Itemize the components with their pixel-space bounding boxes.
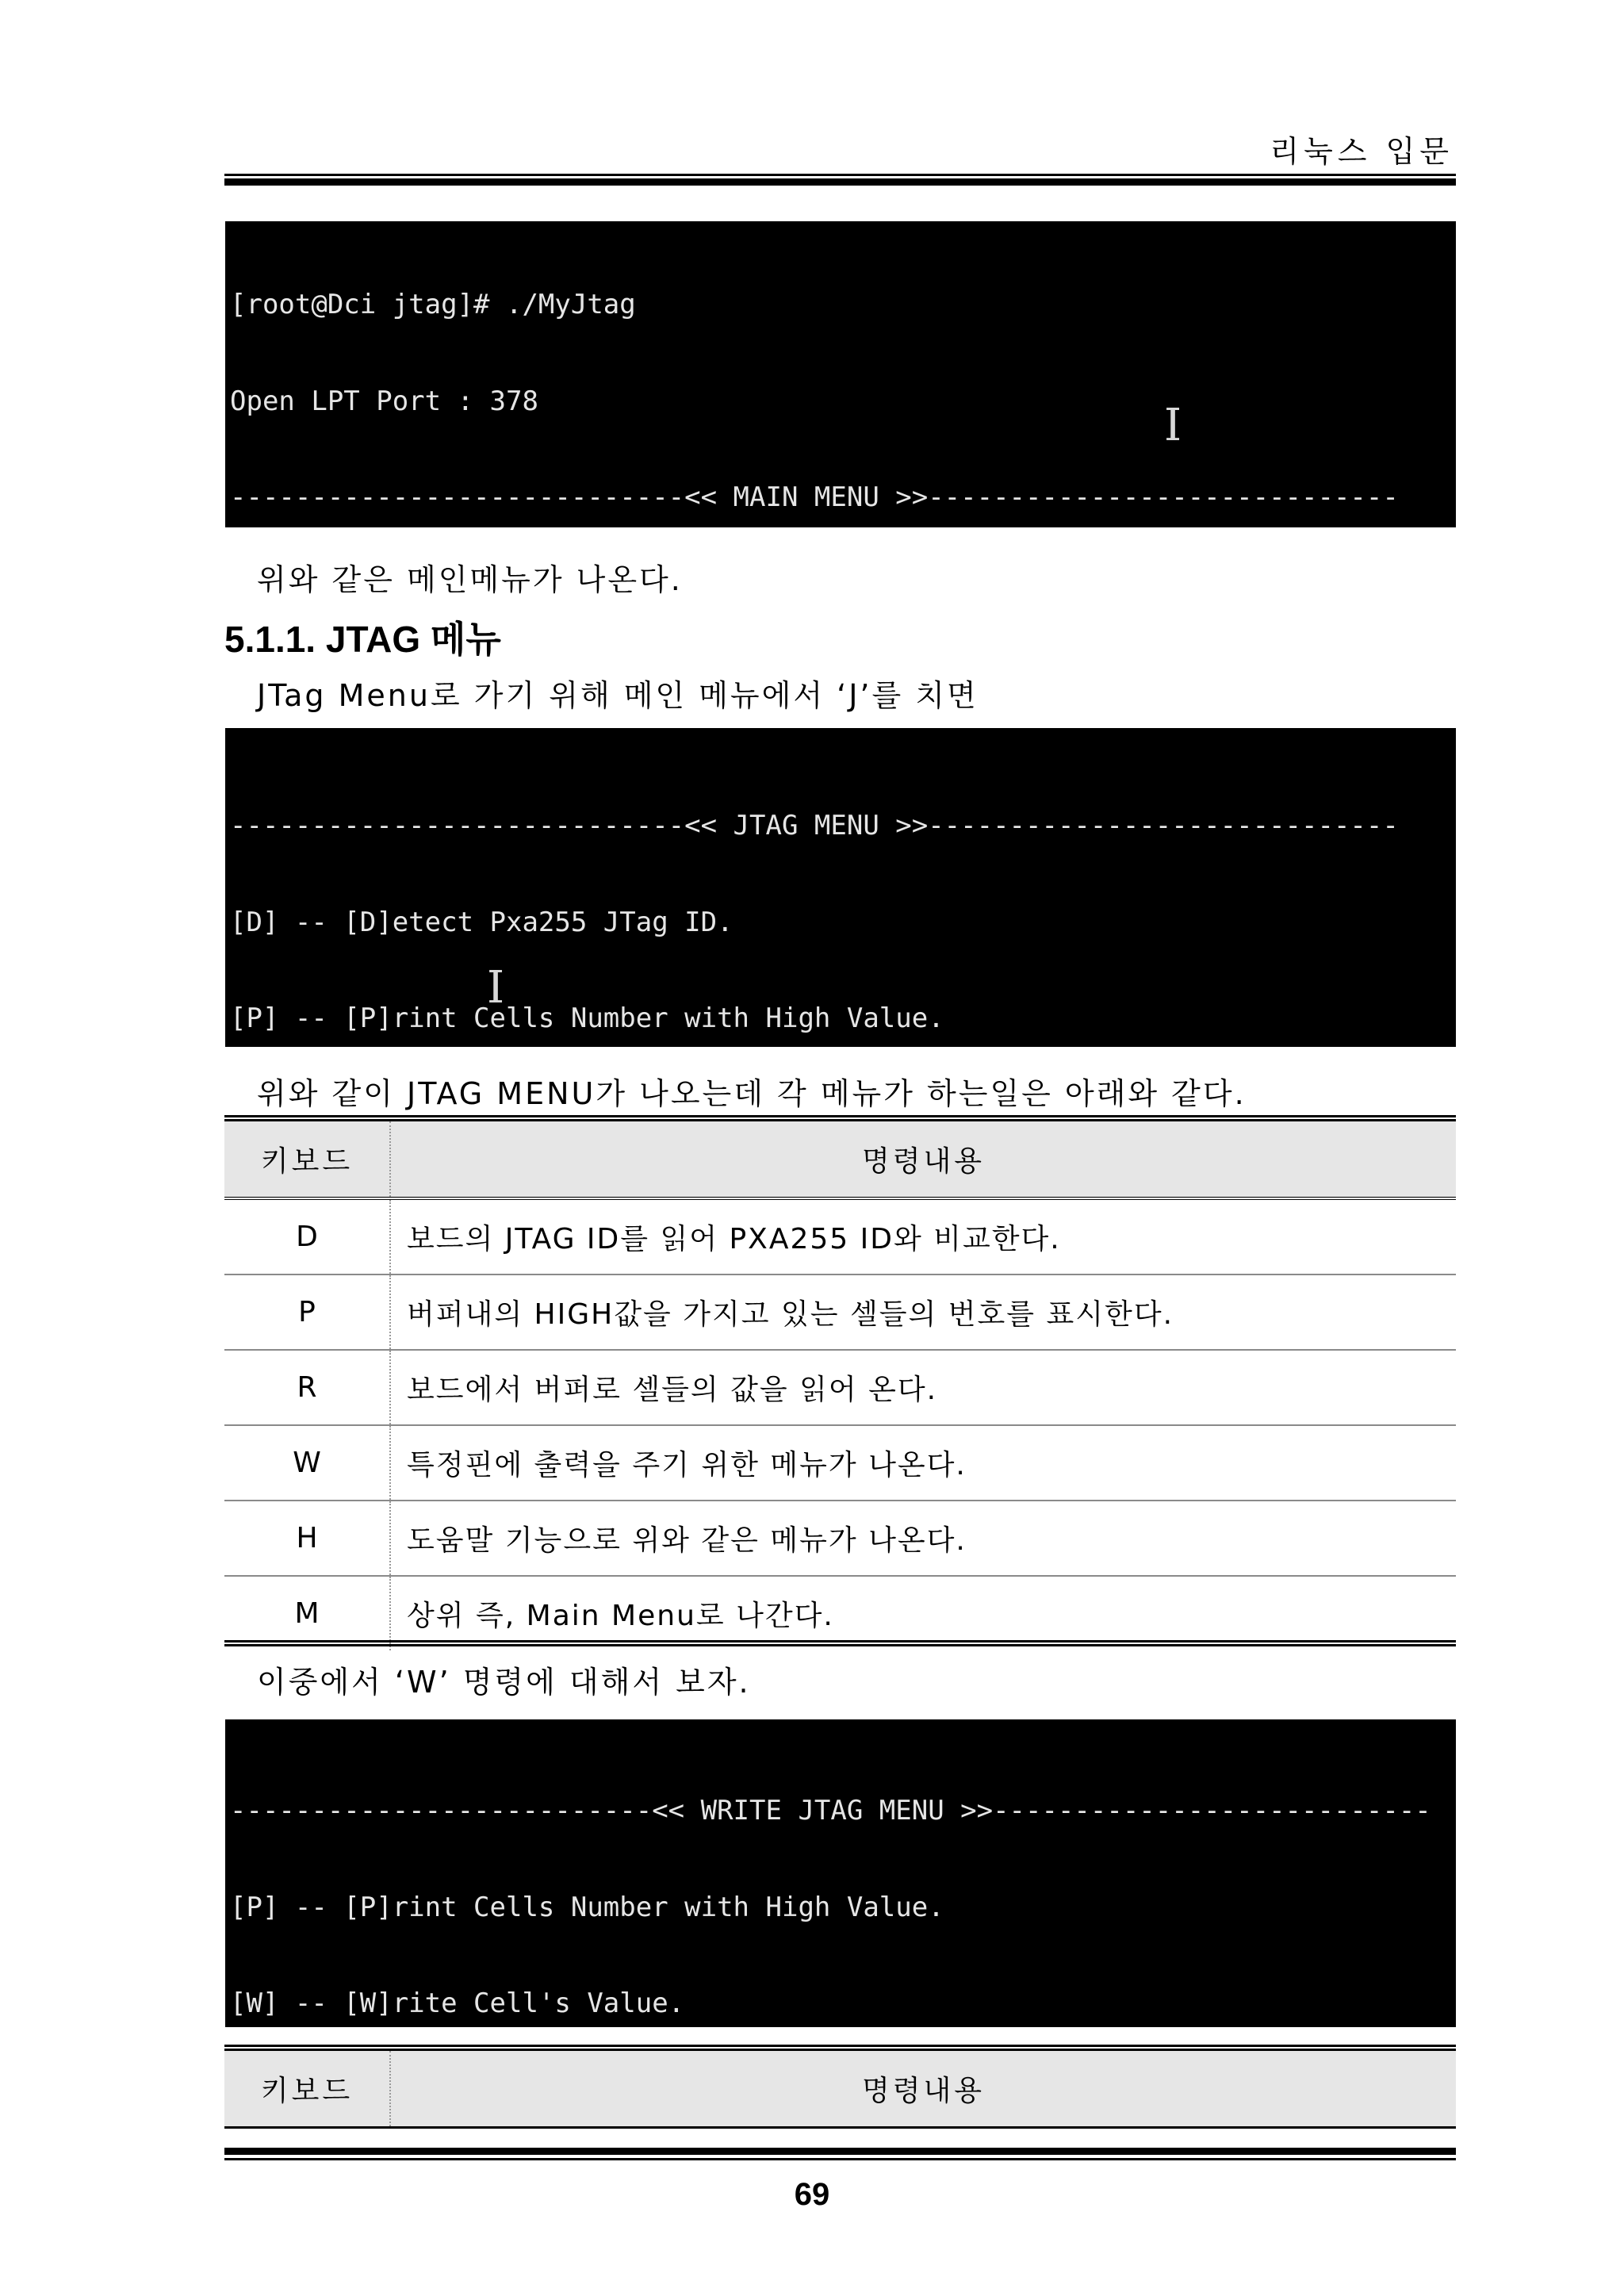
terminal-line: ----------------------------<< JTAG MENU >>----------------------------- bbox=[230, 810, 1399, 841]
terminal-jtag-menu bbox=[225, 728, 1456, 1047]
row-key: R bbox=[224, 1350, 390, 1425]
terminal-line: Open LPT Port : 378 bbox=[230, 385, 538, 417]
footer-rule-thin bbox=[224, 2158, 1456, 2160]
table-row bbox=[224, 1425, 1456, 1501]
table-row bbox=[224, 1350, 1456, 1425]
terminal-line: [P] -- [P]rint Cells Number with High Value. bbox=[230, 1891, 944, 1923]
table-row bbox=[224, 1501, 1456, 1576]
table-header-row bbox=[224, 2051, 1456, 2126]
terminal-line: [P] -- [P]rint Cells Number with High Value. bbox=[230, 1002, 944, 1034]
table-bottom-rule bbox=[224, 2126, 1456, 2129]
table-row bbox=[224, 1274, 1456, 1350]
row-desc: 보드의 JTAG ID를 읽어 PXA255 ID와 비교한다. bbox=[390, 1198, 1456, 1274]
paragraph: 위와 같은 메인메뉴가 나온다. bbox=[257, 562, 683, 597]
row-desc: 특정핀에 출력을 주기 위한 메뉴가 나온다. bbox=[390, 1425, 1456, 1501]
terminal-write-jtag-menu bbox=[225, 1719, 1456, 2027]
row-desc: 보드에서 버퍼로 셀들의 값을 읽어 온다. bbox=[390, 1350, 1456, 1425]
table-row bbox=[224, 1198, 1456, 1274]
header-desc: 명령내용 bbox=[390, 1121, 1456, 1198]
terminal-main-menu bbox=[225, 221, 1456, 527]
header-key: 키보드 bbox=[224, 1121, 390, 1198]
table-bottom-rule bbox=[224, 1640, 1456, 1642]
row-key: W bbox=[224, 1425, 390, 1501]
row-key: D bbox=[224, 1198, 390, 1274]
terminal-line: ----------------------------<< MAIN MENU >>----------------------------- bbox=[230, 481, 1399, 513]
row-key: P bbox=[224, 1274, 390, 1350]
table-top-rule bbox=[224, 1115, 1456, 1117]
section-heading: 5.1.1. JTAG 메뉴 bbox=[224, 619, 501, 660]
table-top-rule bbox=[224, 2045, 1456, 2047]
ibeam-cursor-icon: I bbox=[487, 962, 505, 1014]
command-table bbox=[224, 1121, 1456, 1650]
table-header-row bbox=[224, 1121, 1456, 1198]
paragraph: 이중에서 ‘W’ 명령에 대해서 보자. bbox=[257, 1665, 751, 1700]
terminal-line: [root@Dci jtag]# ./MyJtag bbox=[230, 289, 636, 320]
table-bottom-rule bbox=[224, 1644, 1456, 1646]
command-table-2 bbox=[224, 2051, 1456, 2126]
terminal-line: [W] -- [W]rite Cell's Value. bbox=[230, 1987, 685, 2019]
row-key: M bbox=[224, 1576, 390, 1650]
page-number: 69 bbox=[794, 2177, 830, 2212]
row-desc: 버퍼내의 HIGH값을 가지고 있는 셀들의 번호를 표시한다. bbox=[390, 1274, 1456, 1350]
footer-rule-thick bbox=[224, 2148, 1456, 2155]
header-rule-thick bbox=[224, 178, 1456, 186]
ibeam-cursor-icon: I bbox=[1164, 400, 1182, 451]
row-desc: 상위 즉, Main Menu로 나간다. bbox=[407, 1600, 834, 1632]
paragraph: 위와 같이 JTAG MENU가 나오는데 각 메뉴가 하는일은 아래와 같다. bbox=[257, 1076, 1247, 1111]
running-header-title: 리눅스 입문 bbox=[1270, 134, 1454, 169]
row-key: H bbox=[224, 1501, 390, 1576]
header-rule-thin bbox=[224, 174, 1456, 176]
header-desc: 명령내용 bbox=[390, 2051, 1456, 2126]
table-row bbox=[224, 1576, 1456, 1650]
header-key: 키보드 bbox=[224, 2051, 390, 2126]
terminal-line: --------------------------<< WRITE JTAG MENU >>--------------------------- bbox=[230, 1795, 1431, 1826]
row-desc: 도움말 기능으로 위와 같은 메뉴가 나온다. bbox=[390, 1501, 1456, 1576]
paragraph: JTag Menu로 가기 위해 메인 메뉴에서 ‘J’를 치면 bbox=[257, 678, 979, 713]
terminal-line: [D] -- [D]etect Pxa255 JTag ID. bbox=[230, 906, 733, 938]
